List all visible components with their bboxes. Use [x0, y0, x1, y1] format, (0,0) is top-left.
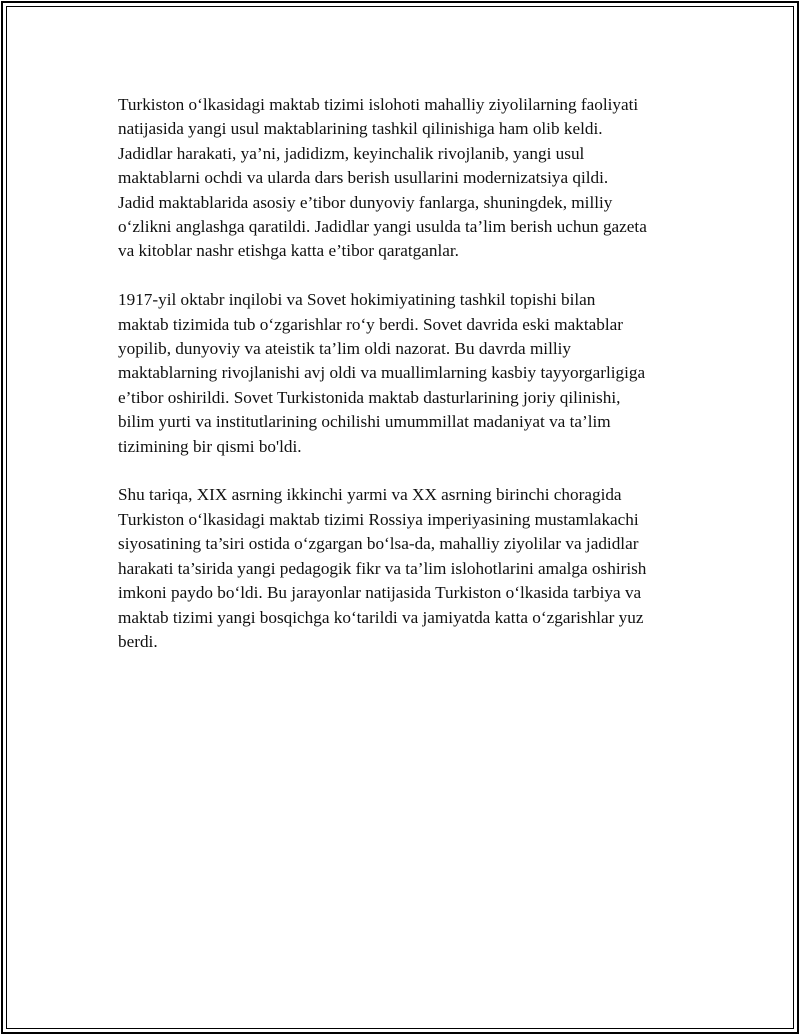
text-line: imkoni paydo boʻldi. Bu jarayonlar natijasida Turkiston oʻlkasida tarbiya va: [118, 583, 642, 603]
paragraph-2: [118, 288, 688, 459]
text-line: Shu tariqa, XIX asrning ikkinchi yarmi va XX asrning birinchi choragida: [118, 485, 622, 505]
text-line: 1917-yil oktabr inqilobi va Sovet hokimiyatining tashkil topishi bilan: [118, 290, 596, 310]
text-line: oʻzlikni anglashga qaratildi. Jadidlar yangi usulda ta’lim berish uchun gazeta: [118, 217, 647, 237]
text-line: bilim yurti va institutlarining ochilishi umummillat madaniyat va ta’lim: [118, 412, 611, 432]
paragraph-1: [118, 93, 688, 264]
text-line: e’tibor oshirildi. Sovet Turkistonida maktab dasturlarining joriy qilinishi,: [118, 387, 621, 407]
text-line: Turkiston oʻlkasidagi maktab tizimi islohoti mahalliy ziyolilarning faoliyati: [118, 95, 639, 114]
text-line: natijasida yangi usul maktablarining tashkil qilinishiga ham olib keldi.: [118, 119, 603, 139]
text-line: va kitoblar nashr etishga katta e’tibor qaratganlar.: [118, 241, 459, 261]
text-line: Jadidlar harakati, ya’ni, jadidizm, keyinchalik rivojlanib, yangi usul: [118, 143, 585, 163]
text-line: Turkiston oʻlkasidagi maktab tizimi Rossiya imperiyasining mustamlakachi: [118, 509, 639, 529]
text-line: siyosatining ta’siri ostida oʻzgargan boʻlsa-da, mahalliy ziyolilar va jadidlar: [118, 534, 639, 554]
text-line: Jadid maktablarida asosiy e’tibor dunyoviy fanlarga, shuningdek, milliy: [118, 192, 613, 212]
text-line: maktablarni ochdi va ularda dars berish usullarini modernizatsiya qildi.: [118, 168, 609, 188]
text-line: yopilib, dunyoviy va ateistik ta’lim oldi nazorat. Bu davrda milliy: [118, 339, 572, 359]
text-line: berdi.: [118, 631, 158, 651]
text-line: maktab tizimida tub oʻzgarishlar roʻy berdi. Sovet davrida eski maktablar: [118, 314, 623, 334]
document-body: [118, 93, 688, 679]
text-line: maktab tizimi yangi bosqichga koʻtarildi va jamiyatda katta oʻzgarishlar yuz: [118, 607, 644, 627]
text-line: tizimining bir qismi bo'ldi.: [118, 436, 302, 456]
text-line: maktablarning rivojlanishi avj oldi va muallimlarning kasbiy tayyorgarligiga: [118, 363, 646, 383]
text-line: harakati ta’sirida yangi pedagogik fikr va ta’lim islohotlarini amalga oshirish: [118, 558, 647, 578]
paragraph-3: [118, 483, 688, 654]
